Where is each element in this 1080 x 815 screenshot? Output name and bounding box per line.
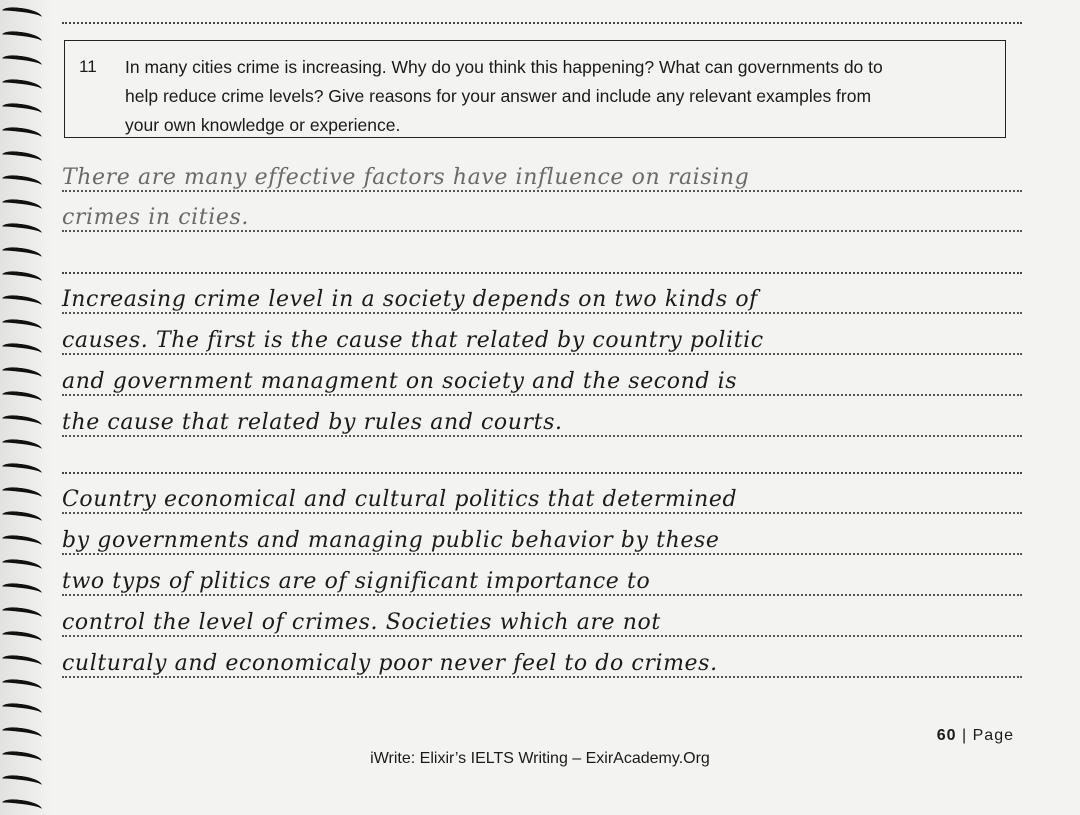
binding-ring — [1, 630, 42, 646]
question-box — [64, 40, 1006, 138]
essay-line: There are many effective factors have influence on raising — [62, 165, 1022, 192]
binding-ring — [1, 798, 42, 814]
binding-ring — [1, 702, 42, 718]
binding-ring — [1, 342, 42, 358]
binding-ring — [1, 30, 42, 46]
question-line: your own knowledge or experience. — [125, 115, 401, 135]
question-text — [125, 53, 995, 140]
page-label: Page — [972, 727, 1014, 744]
essay-line: culturaly and economicaly poor never feel to do crimes. — [62, 651, 1022, 678]
question-line: help reduce crime levels? Give reasons for your answer and include any relevant examples from — [125, 86, 872, 106]
binding-ring — [1, 654, 42, 670]
essay-line: crimes in cities. — [62, 205, 1022, 232]
binding-ring — [1, 774, 42, 790]
essay-line: causes. The first is the cause that related by country politic — [62, 328, 1022, 355]
binding-ring — [1, 198, 42, 214]
binding-ring — [1, 390, 42, 406]
binding-ring — [1, 606, 42, 622]
binding-ring — [1, 414, 42, 430]
page-number — [937, 727, 1014, 745]
binding-ring — [1, 222, 42, 238]
essay-line: the cause that related by rules and courts. — [62, 410, 1022, 437]
binding-ring — [1, 438, 42, 454]
ruled-line — [62, 22, 1022, 24]
spiral-binding — [0, 0, 52, 815]
binding-ring — [1, 270, 42, 286]
binding-ring — [1, 126, 42, 142]
binding-ring — [1, 726, 42, 742]
binding-ring — [1, 150, 42, 166]
binding-ring — [1, 486, 42, 502]
page-separator: | — [962, 727, 968, 744]
binding-ring — [1, 582, 42, 598]
binding-ring — [1, 318, 42, 334]
binding-ring — [1, 294, 42, 310]
essay-line: by governments and managing public behavior by these — [62, 528, 1022, 555]
essay-line: two typs of plitics are of significant importance to — [62, 569, 1022, 596]
ruled-line — [62, 272, 1022, 274]
question-number: 11 — [79, 57, 97, 76]
question-line: In many cities crime is increasing. Why do you think this happening? What can governments do to — [125, 57, 883, 77]
binding-ring — [1, 6, 42, 22]
binding-ring — [1, 558, 42, 574]
essay-line: Country economical and cultural politics that determined — [62, 487, 1022, 514]
binding-ring — [1, 462, 42, 478]
binding-ring — [1, 54, 42, 70]
binding-ring — [1, 534, 42, 550]
essay-line: and government managment on society and the second is — [62, 369, 1022, 396]
binding-ring — [1, 510, 42, 526]
page-number-value: 60 — [936, 727, 957, 744]
ruled-line — [62, 472, 1022, 474]
binding-ring — [1, 174, 42, 190]
binding-ring — [1, 246, 42, 262]
essay-line: Increasing crime level in a society depends on two kinds of — [62, 287, 1022, 314]
binding-ring — [1, 78, 42, 94]
essay-line: control the level of crimes. Societies which are not — [62, 610, 1022, 637]
binding-ring — [1, 102, 42, 118]
binding-ring — [1, 678, 42, 694]
binding-ring — [1, 366, 42, 382]
footer-credit: iWrite: Elixir’s IELTS Writing – ExirAcademy.Org — [370, 750, 710, 767]
